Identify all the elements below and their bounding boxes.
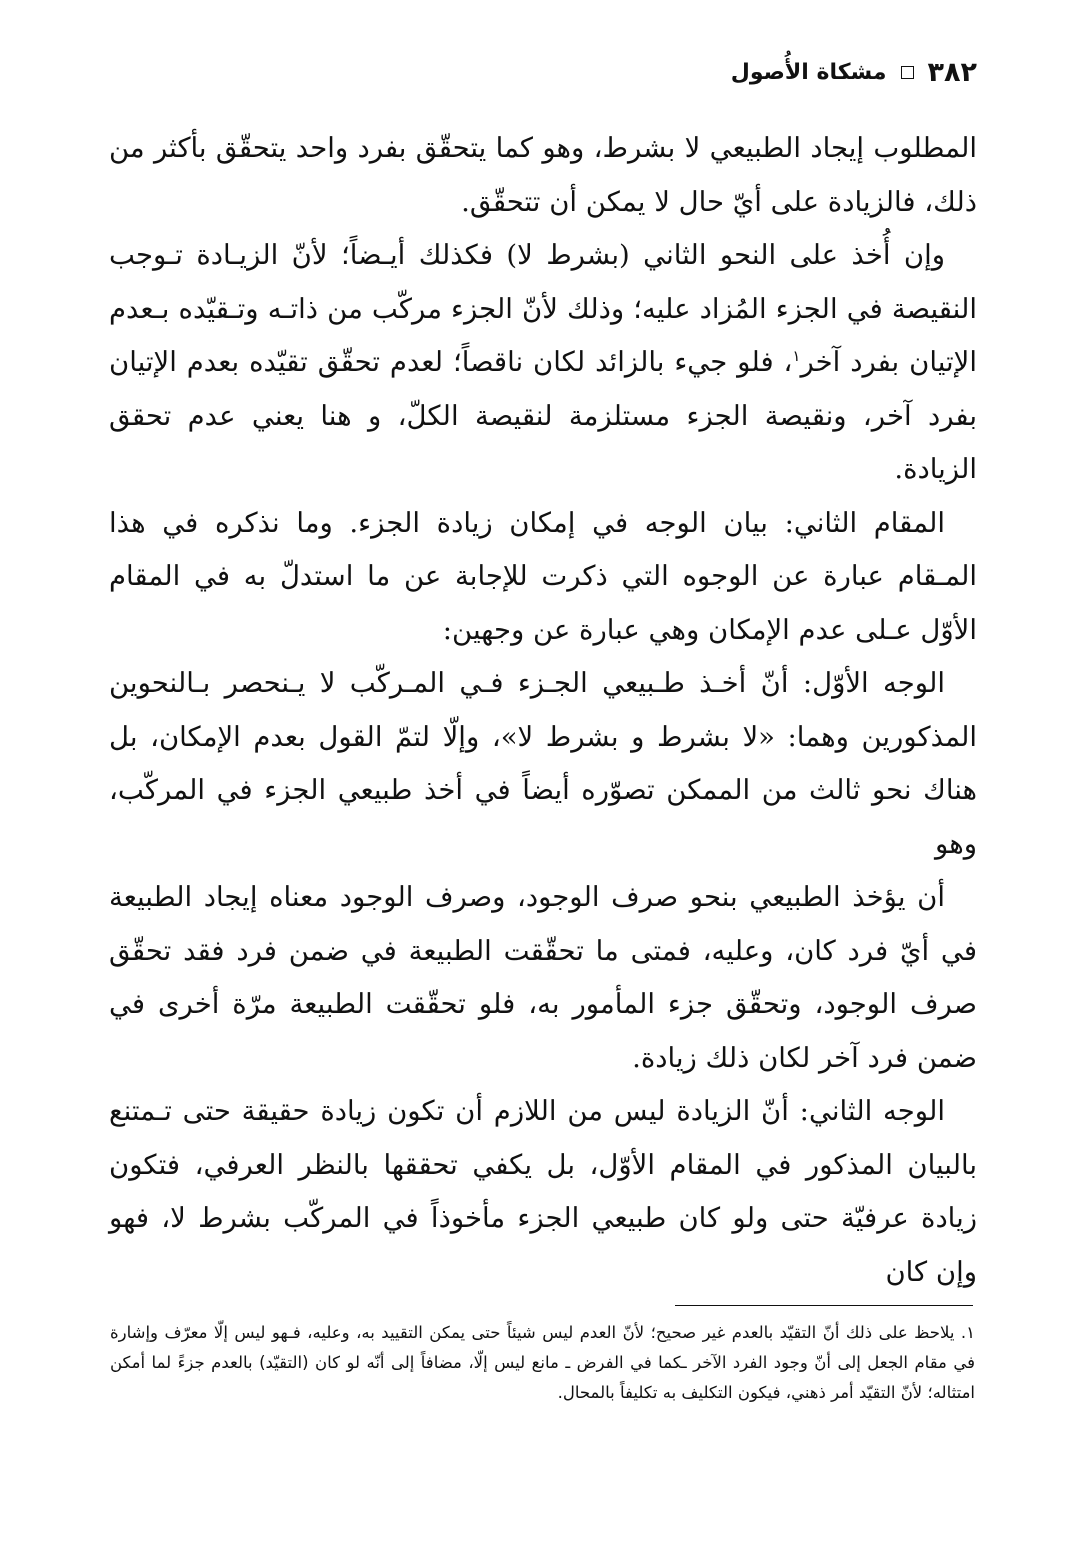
paragraph: الوجه الثاني: أنّ الزيادة ليس من اللازم أن تكون زيادة حقيقة حتى تـمتنع بالبيان المذكور في المقام الأوّل، بل يكفي تحققها بالنظر العرفي، فتكون زيادة عرفيّة حتى ولو كان طبيعي الجزء مأخوذاً في المركّب بشرط لا، فهو وإن كان bbox=[109, 1095, 977, 1288]
running-header bbox=[731, 52, 977, 92]
main-text bbox=[109, 122, 977, 1299]
footnote-marker[interactable]: ١ bbox=[792, 346, 801, 365]
square-separator-icon bbox=[901, 66, 914, 79]
paragraph-part: وإن أُخذ على النحو الثاني (بشرط لا) فكذلك أيـضاً؛ لأنّ الزيـادة تـوجب النقيصة في الجزء المُزاد عليه؛ وذلك لأنّ الجزء مركّب من ذاتـه وتـقيّده بـعدم الإتيان بفرد آخر bbox=[109, 239, 977, 378]
page-number: ٣٨٢ bbox=[927, 56, 977, 88]
paragraph: المقام الثاني: بيان الوجه في إمكان زيادة الجزء. وما نذكره في هذا المـقام عبارة عن الوجوه التي ذكرت للإجابة عن ما استدلّ به في المقام الأوّل عـلى عدم الإمكان وهي عبارة عن وجهين: bbox=[109, 506, 977, 646]
book-title: مشكاة الأُصول bbox=[730, 59, 887, 85]
paragraph: المطلوب إيجاد الطبيعي لا بشرط، وهو كما يتحقّق بفرد واحد يتحقّق بأكثر من ذلك، فالزيادة على أيّ حال لا يمكن أن تتحقّق. bbox=[109, 132, 977, 218]
paragraph: أن يؤخذ الطبيعي بنحو صرف الوجود، وصرف الوجود معناه إيجاد الطبيعة في أيّ فرد كان، وعليه، فمتى ما تحقّقت الطبيعة في ضمن فرد فقد تحقّق صرف الوجود، وتحقّق جزء المأمور به، فلو تحقّقت الطبيعة مرّة أخرى في ضمن فرد آخر لكان ذلك زيادة. bbox=[109, 881, 977, 1074]
footnote-divider bbox=[675, 1305, 973, 1306]
paragraph-part: ، فلو جيء بالزائد لكان ناقصاً؛ لعدم تحقّق تقيّده بعدم الإتيان بفرد آخر، ونقيصة الجزء مستلزمة لنقيصة الكلّ، و هنا يعني عدم تحقق الزيادة. bbox=[109, 346, 977, 485]
footnotes bbox=[110, 1318, 975, 1408]
paragraph bbox=[109, 229, 977, 497]
paragraph: الوجه الأوّل: أنّ أخـذ طـبيعي الجـزء فـي المـركّب لا يـنحصر بـالنحوين المذكورين وهما: «لا بشرط و بشرط لا»، وإلّا لتمّ القول بعدم الإمكان، بل هناك نحو ثالث من الممكن تصوّره أيضاً في أخذ طبيعي الجزء في المركّب، وهو bbox=[109, 667, 977, 860]
footnote: ١. يلاحظ على ذلك أنّ التقيّد بالعدم غير صحيح؛ لأنّ العدم ليس شيئاً حتى يمكن التقييد به، وعليه، فـهو ليس إلّا معرّف وإشارة في مقام الجعل إلى أنّ وجود الفرد الآخر ـكما في الفرض ـ مانع ليس إلّا، مضافاً إلى أنّه لو كان (التقيّد) بالعدم جزءً لما أمكن امتثاله؛ لأنّ التقيّد أمر ذهني، فيكون التكليف به تكليفاً بالمحال. bbox=[110, 1323, 975, 1402]
